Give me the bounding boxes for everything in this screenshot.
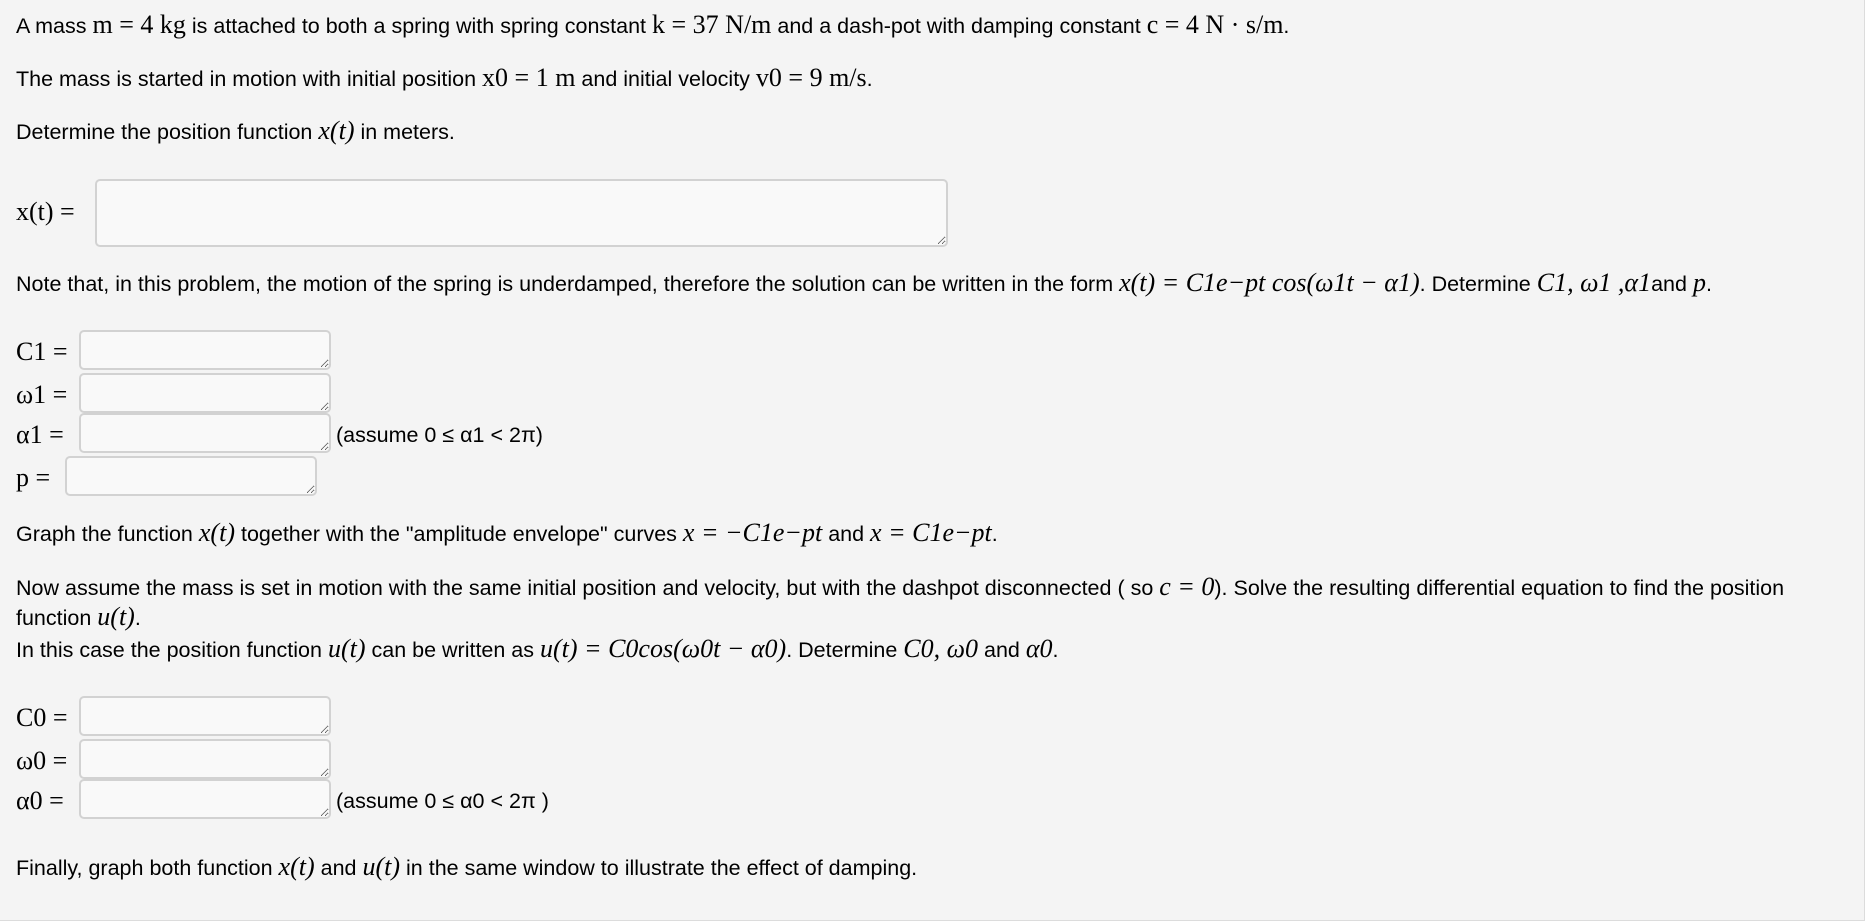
initial-position-value: x0 = 1 m — [482, 63, 576, 92]
final-u: u(t) — [362, 852, 401, 881]
omega0-label: ω0 = — [16, 746, 68, 775]
note-text-b: . Determine — [1419, 272, 1531, 296]
problem-statement-line-1 — [16, 10, 1289, 41]
alpha0-label: α0 = — [16, 786, 64, 815]
p2-text-b: and initial velocity — [581, 67, 750, 91]
graph1-text-b: together with the "amplitude envelope" curves — [240, 522, 677, 546]
graph1-end: . — [991, 522, 998, 546]
p-label: p = — [16, 463, 51, 492]
c0-input[interactable] — [79, 696, 331, 736]
undamped-line-3 — [16, 634, 1058, 665]
alpha0-assumption: (assume 0 ≤ α0 < 2π ) — [336, 789, 549, 813]
initial-velocity-value: v0 = 9 m/s — [755, 63, 867, 92]
final-text-c: in the same window to illustrate the effect of damping. — [406, 856, 918, 880]
spring-constant-value: k = 37 N/m — [652, 10, 772, 39]
underdamped-note — [16, 268, 1712, 299]
alpha1-input[interactable] — [79, 413, 331, 453]
alpha1-label: α1 = — [16, 420, 64, 449]
undamped-alpha: α0 — [1025, 634, 1053, 663]
omega0-input[interactable] — [79, 739, 331, 779]
p1-text-a: A mass — [16, 14, 87, 38]
p1-text-b: is attached to both a spring with spring constant — [191, 14, 647, 38]
graph1-text-c: and — [828, 522, 865, 546]
note-vars: C1, ω1 ,α1 — [1536, 268, 1652, 297]
undamped-line-1 — [16, 572, 1784, 603]
c1-input[interactable] — [79, 330, 331, 370]
undamped-vars: C0, ω0 — [903, 634, 978, 663]
note-end: . — [1705, 272, 1712, 296]
graph1-env1: x = −C1e−pt — [682, 518, 823, 547]
note-form: x(t) = C1e−pt cos(ω1t − α1) — [1119, 268, 1420, 297]
final-text-a: Finally, graph both function — [16, 856, 273, 880]
p3-text-b: in meters. — [360, 120, 455, 144]
damping-constant-value: c = 4 N · s/m — [1146, 10, 1284, 39]
undamped-line-2 — [16, 602, 141, 633]
graph1-x: x(t) — [198, 518, 235, 547]
x-answer-input[interactable] — [95, 179, 948, 247]
undamped-text-b: ). Solve the resulting differential equation to find the position — [1214, 576, 1785, 600]
undamped-text-g: . Determine — [786, 638, 898, 662]
note-text-c: and — [1651, 272, 1687, 296]
problem-statement-line-2 — [16, 63, 873, 94]
graph1-text-a: Graph the function — [16, 522, 193, 546]
p3-text-a: Determine the position function — [16, 120, 313, 144]
p2-text-a: The mass is started in motion with initial position — [16, 67, 477, 91]
undamped-u2: u(t) — [327, 634, 366, 663]
p-input[interactable] — [65, 456, 317, 496]
c1-label: C1 = — [16, 337, 68, 366]
omega1-label: ω1 = — [16, 380, 68, 409]
alpha0-input[interactable] — [79, 779, 331, 819]
undamped-text-e: In this case the position function — [16, 638, 322, 662]
x-answer-label: x(t) = — [16, 197, 75, 226]
undamped-text-a: Now assume the mass is set in motion with the same initial position and velocity, but with the dashpot disconnected ( so — [16, 576, 1154, 600]
p1-text-c: and a dash-pot with damping constant — [777, 14, 1141, 38]
final-text-b: and — [320, 856, 357, 880]
note-text-a: Note that, in this problem, the motion of the spring is underdamped, therefore the solution can be written in the form — [16, 272, 1114, 296]
final-instruction — [16, 852, 917, 883]
p3-x-of-t: x(t) — [318, 116, 355, 145]
undamped-text-c: function — [16, 606, 92, 630]
mass-value: m = 4 kg — [92, 10, 186, 39]
alpha1-assumption: (assume 0 ≤ α1 < 2π) — [336, 423, 543, 447]
undamped-text-h: and — [983, 638, 1020, 662]
note-p: p — [1692, 268, 1706, 297]
c0-label: C0 = — [16, 703, 68, 732]
p1-end: . — [1283, 14, 1290, 38]
graph-instruction-1 — [16, 518, 998, 549]
undamped-u: u(t) — [97, 602, 135, 631]
graph1-env2: x = C1e−pt — [870, 518, 992, 547]
problem-statement-line-3 — [16, 116, 455, 147]
undamped-end: . — [1052, 638, 1059, 662]
undamped-text-d: . — [134, 606, 141, 630]
p2-end: . — [866, 67, 873, 91]
final-x: x(t) — [278, 852, 315, 881]
undamped-text-f: can be written as — [371, 638, 535, 662]
omega1-input[interactable] — [79, 373, 331, 413]
undamped-c0: c = 0 — [1159, 572, 1215, 601]
undamped-form: u(t) = C0cos(ω0t − α0) — [540, 634, 787, 663]
